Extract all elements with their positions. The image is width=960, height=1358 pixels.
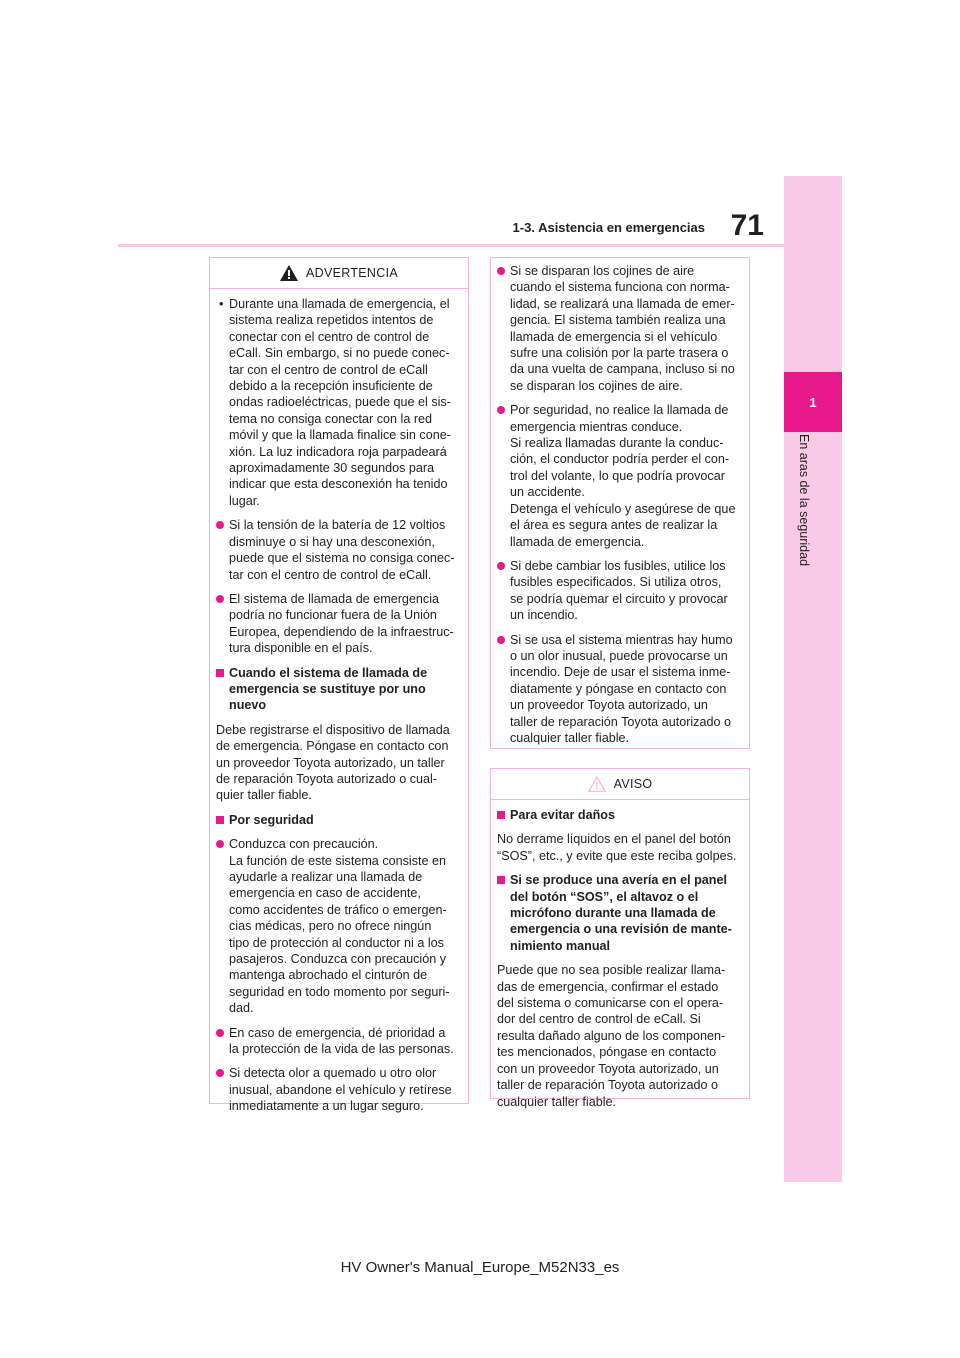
text-line: Europea, dependiendo de la infraestruc- bbox=[229, 624, 454, 639]
text-line: lugar. bbox=[229, 493, 260, 508]
text-line: un incendio. bbox=[510, 608, 578, 623]
text-line: xión. La luz indicadora roja parpadeará bbox=[229, 444, 447, 459]
text-line: aproximadamente 30 segundos para bbox=[229, 461, 435, 476]
bullet-dot-icon bbox=[497, 636, 505, 644]
text-line: gencia. El sistema también realiza una bbox=[510, 313, 726, 328]
text-line: emergencia o una revisión de mante- bbox=[510, 922, 732, 937]
subheading bbox=[497, 807, 744, 823]
list-item bbox=[497, 402, 744, 550]
bullet-dot-icon bbox=[497, 406, 505, 414]
text-line: la protección de la vida de las personas. bbox=[229, 1042, 454, 1057]
text-line: ondas radioeléctricas, puede que el sis- bbox=[229, 395, 451, 410]
text-line: dad. bbox=[229, 1001, 254, 1016]
text-line: Por seguridad, no realice la llamada de bbox=[510, 403, 729, 418]
text-line: Para evitar daños bbox=[510, 808, 615, 822]
bullet-dot-icon bbox=[216, 595, 224, 603]
text-line: un proveedor Toyota autorizado, un taller bbox=[216, 755, 445, 770]
text-line: podría no funcionar fuera de la Unión bbox=[229, 608, 437, 623]
square-bullet-icon bbox=[216, 816, 224, 824]
bullet-dot-icon bbox=[497, 267, 505, 275]
warning-box bbox=[209, 257, 469, 1114]
subheading bbox=[497, 872, 744, 954]
text-line: seguridad en todo momento por seguri- bbox=[229, 984, 450, 999]
text-line: tes mencionados, póngase en contacto bbox=[497, 1045, 717, 1060]
text-line: cias médicas, pero no ofrece ningún bbox=[229, 919, 432, 934]
text-line: Durante una llamada de emergencia, el bbox=[229, 297, 450, 311]
text-line: nuevo bbox=[229, 698, 267, 713]
text-line: de reparación Toyota autorizado o cual- bbox=[216, 771, 437, 786]
text-line: del botón “SOS”, el altavoz o el bbox=[510, 889, 699, 904]
list-item bbox=[216, 1025, 463, 1058]
text-line: quier taller fiable. bbox=[216, 788, 312, 803]
chapter-label: En aras de la seguridad bbox=[797, 434, 811, 567]
caution-triangle-outline-icon bbox=[588, 776, 606, 792]
text-line: taller de reparación Toyota autorizado o bbox=[497, 1078, 718, 1093]
text-line: Si se produce una avería en el panel bbox=[510, 873, 727, 888]
text-line: debido a la recepción insuficiente de bbox=[229, 379, 433, 394]
text-line: El sistema de llamada de emergencia bbox=[229, 591, 440, 606]
text-line: Detenga el vehículo y asegúrese de que bbox=[510, 501, 736, 516]
text-line: Debe registrarse el dispositivo de llamada bbox=[216, 722, 450, 737]
list-item bbox=[497, 632, 744, 747]
text-line: cuando el sistema funciona con norma- bbox=[510, 280, 730, 295]
text-line: fusibles especificados. Si utiliza otros, bbox=[510, 575, 722, 590]
text-line: indicar que esta desconexión ha tenido bbox=[229, 477, 448, 492]
text-line: da una vuelta de campana, incluso si no bbox=[510, 362, 735, 377]
section-heading: 1-3. Asistencia en emergencias bbox=[512, 220, 705, 235]
text-line: Puede que no sea posible realizar llama- bbox=[497, 963, 726, 978]
text-line: tar con el centro de control de eCall. bbox=[229, 567, 432, 582]
text-line: mantenga abrochado el cinturón de bbox=[229, 968, 428, 983]
text-line: emergencia en caso de accidente, bbox=[229, 886, 421, 901]
list-item bbox=[216, 517, 463, 583]
subheading bbox=[216, 812, 463, 828]
text-line: disminuye o si hay una desconexión, bbox=[229, 534, 435, 549]
text-line: En caso de emergencia, dé prioridad a bbox=[229, 1025, 446, 1040]
text-line: un proveedor Toyota autorizado, un bbox=[510, 698, 708, 713]
text-line: Si la tensión de la batería de 12 voltios bbox=[229, 518, 446, 533]
text-line: incendio. Deje de usar el sistema inme- bbox=[510, 665, 731, 680]
text-line: sistema realiza repetidos intentos de bbox=[229, 313, 434, 328]
paragraph bbox=[497, 831, 744, 864]
notice-box-header bbox=[491, 769, 749, 800]
text-line: lidad, se realizará una llamada de emer- bbox=[510, 296, 735, 311]
paragraph bbox=[497, 962, 744, 1110]
text-line: Conduzca con precaución. bbox=[229, 837, 379, 852]
text-line: llamada de emergencia. bbox=[510, 534, 645, 549]
subheading bbox=[216, 665, 463, 714]
bullet-dot-icon bbox=[216, 521, 224, 529]
text-line: nimiento manual bbox=[510, 938, 611, 953]
text-line: eCall. Sin embargo, si no puede conec- bbox=[229, 346, 450, 361]
bullet-dot-icon bbox=[216, 1029, 224, 1037]
warning-triangle-icon bbox=[280, 265, 298, 281]
text-line: tura disponible en el país. bbox=[229, 641, 373, 656]
notice-body bbox=[491, 800, 749, 1124]
continued-warning-box bbox=[490, 257, 750, 749]
text-line: Si se usa el sistema mientras hay humo bbox=[510, 632, 733, 647]
text-line: tar con el centro de control de eCall bbox=[229, 362, 428, 377]
text-line: trol del volante, lo que podría provocar bbox=[510, 468, 725, 483]
warning-title: ADVERTENCIA bbox=[306, 266, 398, 280]
text-line: das de emergencia, confirmar el estado bbox=[497, 979, 719, 994]
continued-warning-body bbox=[491, 258, 749, 760]
text-line: diatamente y póngase en contacto con bbox=[510, 681, 727, 696]
text-line: dor del centro de control de eCall. Si bbox=[497, 1012, 701, 1027]
text-line: Si detecta olor a quemado u otro olor bbox=[229, 1066, 437, 1081]
list-item bbox=[216, 1065, 463, 1114]
list-item bbox=[216, 296, 463, 509]
warning-body bbox=[210, 289, 468, 1129]
text-line: de emergencia. Póngase en contacto con bbox=[216, 739, 449, 754]
text-line: “SOS”, etc., y evite que este reciba golpes. bbox=[497, 848, 737, 863]
notice-box bbox=[490, 768, 750, 1109]
text-line: emergencia mientras conduce. bbox=[510, 419, 683, 434]
text-line: llamada de emergencia si el vehículo bbox=[510, 329, 718, 344]
text-line: Si realiza llamadas durante la conduc- bbox=[510, 436, 724, 451]
text-line: inusual, abandone el vehículo y retírese bbox=[229, 1082, 452, 1097]
page-footer: HV Owner's Manual_Europe_M52N33_es bbox=[340, 1259, 620, 1276]
warning-box-header bbox=[210, 258, 468, 289]
text-line: La función de este sistema consiste en bbox=[229, 853, 447, 868]
text-line: emergencia se sustituye por uno bbox=[229, 681, 426, 696]
list-item bbox=[497, 263, 744, 394]
text-line: se podría quemar el circuito y provocar bbox=[510, 591, 728, 606]
text-line: inmediatamente a un lugar seguro. bbox=[229, 1099, 424, 1114]
text-line: Cuando el sistema de llamada de bbox=[229, 665, 428, 680]
text-line: Si debe cambiar los fusibles, utilice los bbox=[510, 558, 726, 573]
text-line: un accidente. bbox=[510, 485, 585, 500]
bullet-dot-icon bbox=[216, 840, 224, 848]
text-line: tema no consiga conectar con la red bbox=[229, 411, 433, 426]
text-line: tipo de protección al conductor ni a los bbox=[229, 935, 444, 950]
bullet-icon: • bbox=[219, 297, 224, 311]
text-line: o un olor inusual, puede provocarse un bbox=[510, 648, 728, 663]
text-line: se disparan los cojines de aire. bbox=[510, 378, 683, 393]
text-line: del sistema o comunicarse con el opera- bbox=[497, 996, 724, 1011]
text-line: Si se disparan los cojines de aire bbox=[510, 264, 695, 278]
text-line: móvil y que la llamada finalice sin cone- bbox=[229, 428, 451, 443]
text-line: Por seguridad bbox=[229, 812, 314, 827]
text-line: sufre una colisión por la parte trasera o bbox=[510, 346, 729, 361]
paragraph bbox=[216, 722, 463, 804]
text-line: puede que el sistema no consiga conec- bbox=[229, 551, 455, 566]
text-line: como accidentes de tráfico o emergen- bbox=[229, 902, 447, 917]
square-bullet-icon bbox=[497, 876, 505, 884]
list-item bbox=[497, 558, 744, 624]
bullet-dot-icon bbox=[497, 562, 505, 570]
text-line: micrófono durante una llamada de bbox=[510, 906, 716, 921]
header-rule bbox=[118, 244, 784, 247]
list-item bbox=[216, 591, 463, 657]
text-line: cualquier taller fiable. bbox=[497, 1094, 617, 1109]
text-line: conectar con el centro de control de bbox=[229, 329, 430, 344]
chapter-number: 1 bbox=[784, 372, 842, 432]
text-line: ayudarle a realizar una llamada de bbox=[229, 870, 423, 884]
side-tab bbox=[784, 176, 842, 1182]
text-line: taller de reparación Toyota autorizado o bbox=[510, 714, 731, 729]
square-bullet-icon bbox=[497, 811, 505, 819]
bullet-dot-icon bbox=[216, 1069, 224, 1077]
text-line: No derrame líquidos en el panel del botón bbox=[497, 832, 731, 847]
text-line: con un proveedor Toyota autorizado, un bbox=[497, 1061, 719, 1076]
text-line: pasajeros. Conduzca con precaución y bbox=[229, 952, 447, 967]
text-line: cualquier taller fiable. bbox=[510, 730, 630, 745]
text-line: resulta dañado alguno de los componen- bbox=[497, 1028, 726, 1043]
page-number: 71 bbox=[730, 209, 764, 242]
notice-title: AVISO bbox=[613, 777, 653, 791]
list-item bbox=[216, 836, 463, 1016]
text-line: ción, el conductor podría perder el con- bbox=[510, 452, 730, 467]
text-line: el área es segura antes de realizar la bbox=[510, 518, 718, 533]
square-bullet-icon bbox=[216, 669, 224, 677]
